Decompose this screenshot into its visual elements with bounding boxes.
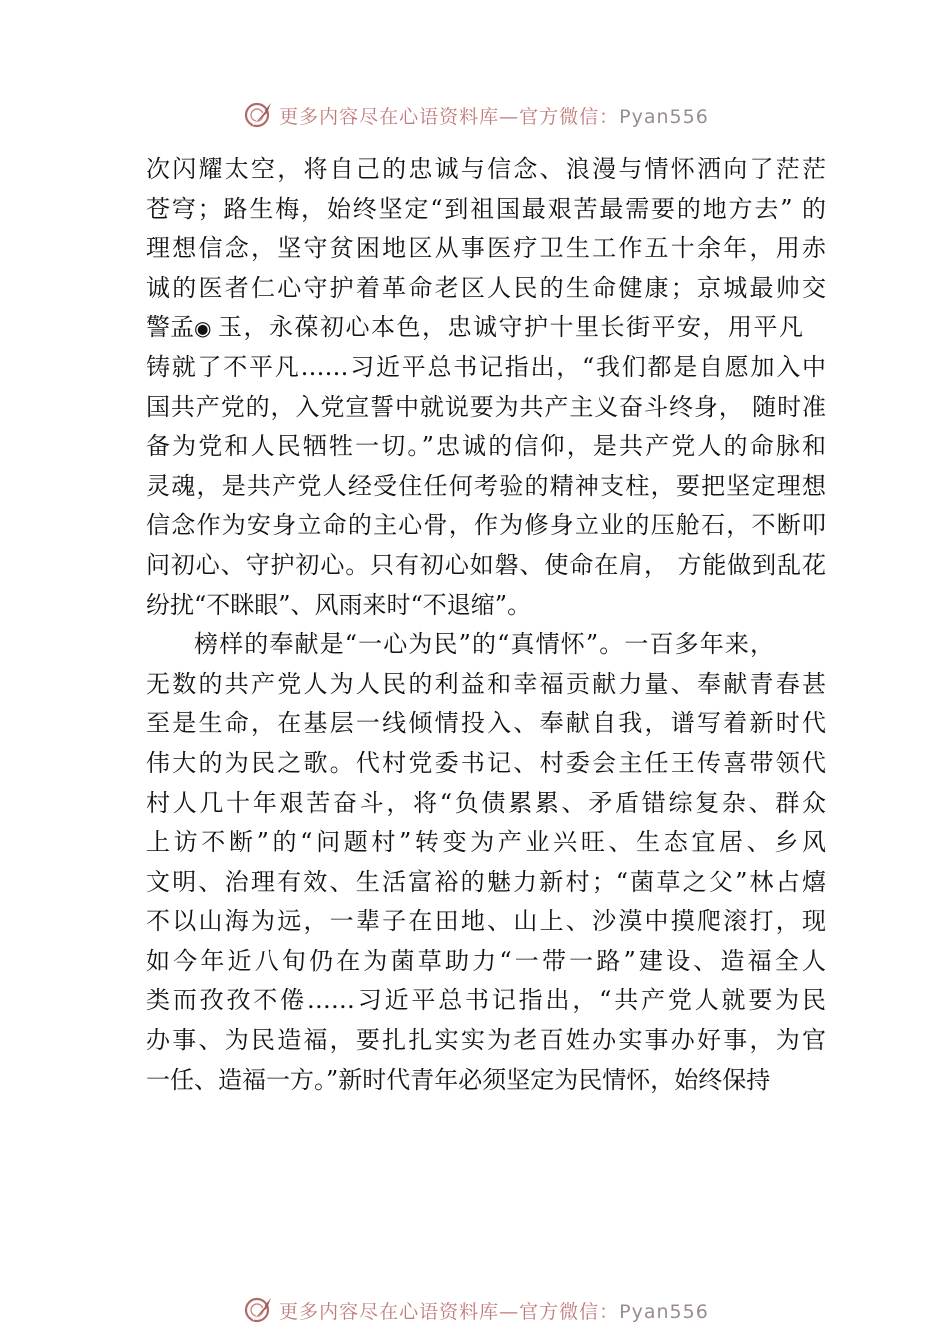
header-text: 更多内容尽在心语资料库—官方微信：Pyan556: [279, 105, 709, 128]
quill-logo-icon: [241, 97, 277, 133]
text-line: 村人几十年艰苦奋斗，将“负债累累、矛盾错综复杂、群众: [146, 788, 826, 817]
text-line: [146, 308, 826, 348]
header-wechat-id: Pyan556: [619, 105, 709, 128]
text-line: 苍穹；路生梅，始终坚定“到祖国最艰苦最需要的地方去” 的: [146, 194, 826, 223]
text-line: 文明、治理有效、生活富裕的魅力新村；“菌草之父”林占熺: [146, 867, 826, 896]
text-line: 类而孜孜不倦……习近平总书记指出，“共产党人就要为民: [146, 986, 826, 1015]
text-line: 榜样的奉献是“一心为民”的“真情怀”。一百多年来，: [194, 630, 774, 659]
paragraph-1: [146, 150, 826, 625]
glyph-mark: ◉: [194, 316, 212, 341]
paragraph-2: [146, 625, 826, 1100]
text-line: 办事、为民造福，要扎扎实实为老百姓办实事办好事，为官: [146, 1026, 826, 1055]
text-line: 理想信念，坚守贫困地区从事医疗卫生工作五十余年，用赤: [146, 234, 826, 263]
text-segment: 警孟: [146, 313, 194, 342]
header-banner: [0, 95, 950, 135]
text-segment: 玉，永葆初心本色，忠诚守护十里长街平安，用平凡: [218, 313, 805, 342]
quill-logo-icon: [241, 1292, 277, 1328]
text-line: 至是生命，在基层一线倾情投入、奉献自我，谱写着新时代: [146, 709, 826, 738]
text-line: 上访不断”的“问题村”转变为产业兴旺、生态宜居、乡风: [146, 828, 826, 857]
footer-banner: [0, 1290, 950, 1330]
text-line: 如今年近八旬仍在为菌草助力“一带一路”建设、造福全人: [146, 946, 826, 975]
text-line: 不以山海为远，一辈子在田地、山上、沙漠中摸爬滚打，现: [146, 907, 826, 936]
text-line: 铸就了不平凡……习近平总书记指出，“我们都是自愿加入中: [146, 352, 826, 381]
text-line: 无数的共产党人为人民的利益和幸福贡献力量、奉献青春甚: [146, 669, 826, 698]
text-line: 次闪耀太空，将自己的忠诚与信念、浪漫与情怀洒向了茫茫: [146, 155, 826, 183]
text-line: 诚的医者仁心守护着革命老区人民的生命健康；京城最帅交: [146, 273, 826, 302]
text-line: 信念作为安身立命的主心骨，作为修身立业的压舱石，不断叩: [146, 511, 826, 540]
footer-text: 更多内容尽在心语资料库—官方微信：Pyan556: [279, 1300, 709, 1323]
text-line: 一任、造福一方。”新时代青年必须坚定为民情怀，始终保持: [146, 1065, 771, 1094]
text-line: 伟大的为民之歌。代村党委书记、村委会主任王传喜带领代: [146, 748, 826, 777]
text-line: 问初心、守护初心。只有初心如磐、使命在肩， 方能做到乱花: [146, 550, 826, 579]
footer-wechat-id: Pyan556: [619, 1300, 709, 1323]
text-line: 纷扰“不眯眼”、风雨来时“不退缩”。: [146, 590, 532, 619]
text-line: 灵魂，是共产党人经受住任何考验的精神支柱，要把坚定理想: [146, 471, 826, 500]
text-line: 国共产党的，入党宣誓中就说要为共产主义奋斗终身， 随时准: [146, 392, 826, 421]
document-body: [146, 150, 826, 1100]
text-line: 备为党和人民牺牲一切。”忠诚的信仰，是共产党人的命脉和: [146, 432, 826, 461]
